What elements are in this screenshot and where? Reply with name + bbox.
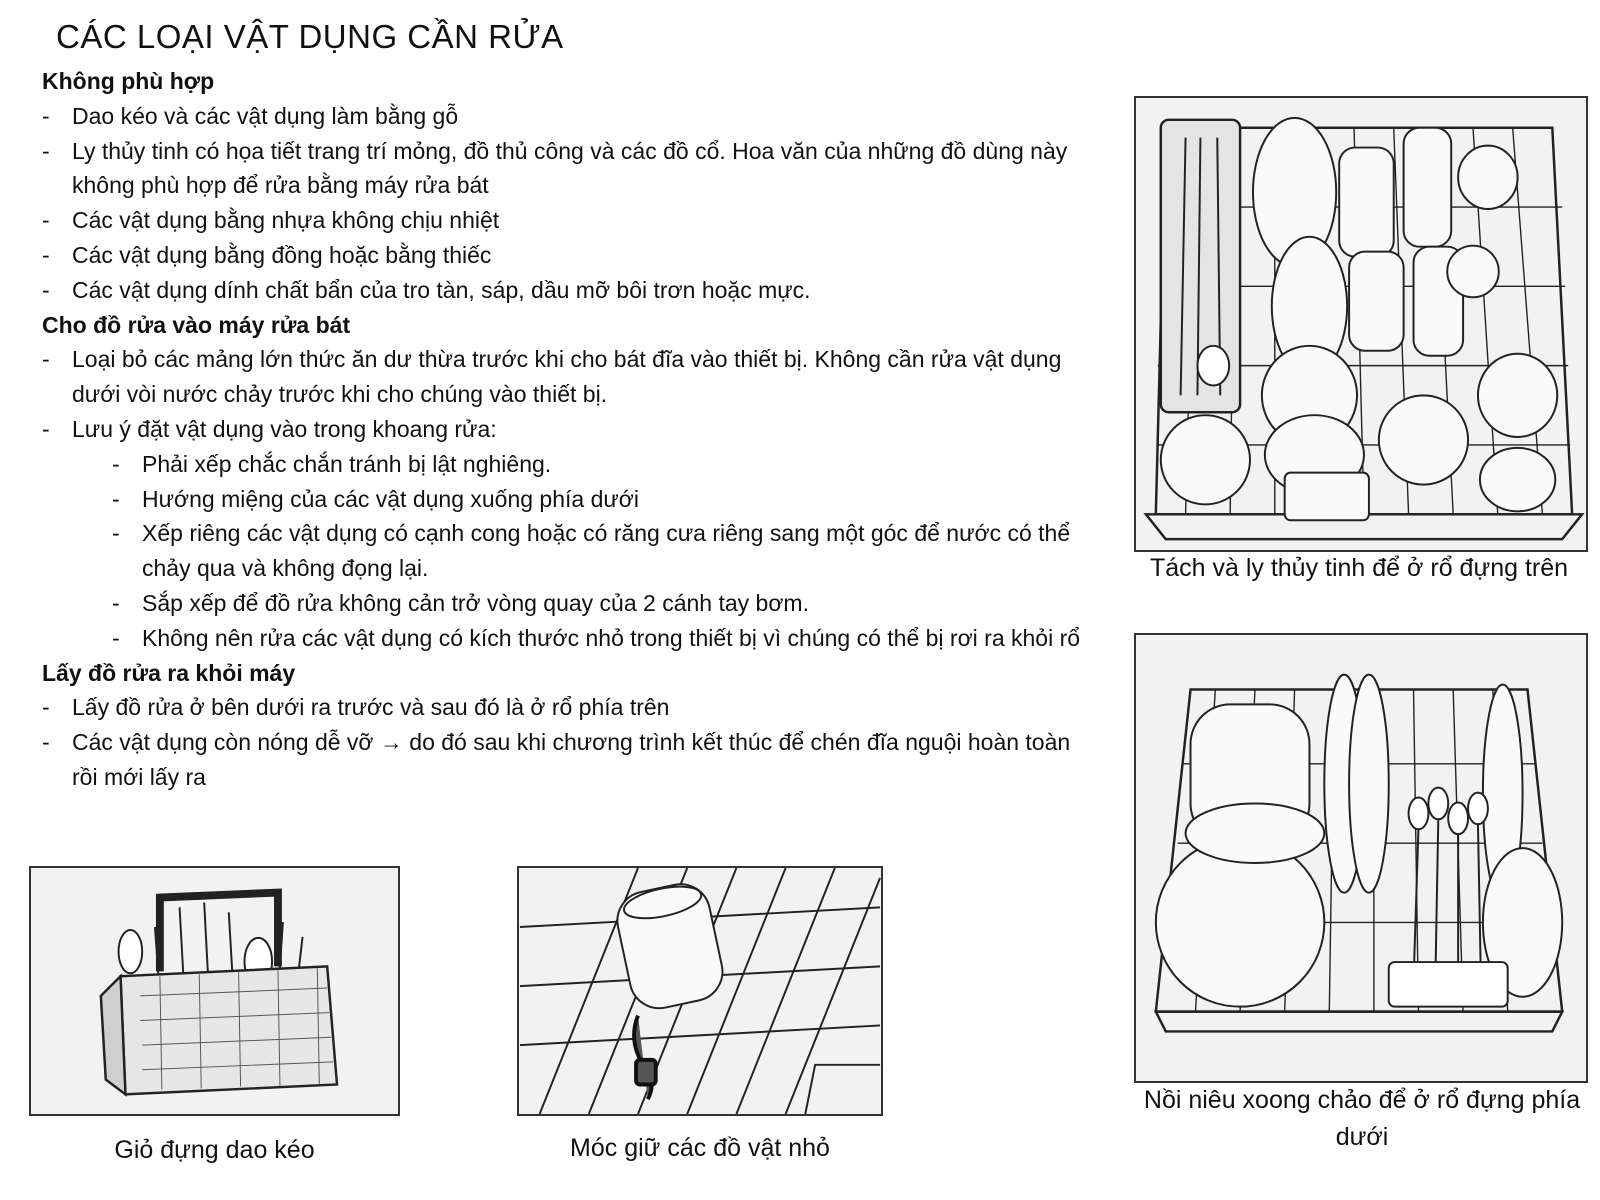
- list-item: - Loại bỏ các mảng lớn thức ăn dư thừa trước khi cho bát đĩa vào thiết bị. Không cần rửa vật dụng dưới vòi nước chảy trước khi cho chúng vào thiết bị.: [42, 346, 1062, 408]
- lower-rack-icon: [1136, 635, 1586, 1081]
- cutlery-basket-illustration: [29, 866, 400, 1116]
- page-title: CÁC LOẠI VẬT DỤNG CẦN RỬA: [56, 18, 564, 55]
- lower-rack-caption: Nồi niêu xoong chảo để ở rổ đựng phía dưới: [1143, 1086, 1581, 1151]
- upper-rack-illustration: [1134, 96, 1588, 552]
- sub-list-item: - Xếp riêng các vật dụng có cạnh cong hoặc có răng cưa riêng sang một góc để nước có thể chảy qua và không đọng lại.: [112, 520, 1071, 582]
- cutlery-basket-caption: Giỏ đựng dao kéo: [114, 1136, 315, 1164]
- list-item: - Các vật dụng còn nóng dễ vỡ → do đó sau khi chương trình kết thúc để chén đĩa nguội hoàn toàn rồi mới lấy ra: [42, 729, 1071, 790]
- section-heading-unsuitable: Không phù hợp: [42, 68, 215, 94]
- sub-list-item: - Hướng miệng của các vật dụng xuống phía dưới: [112, 485, 639, 512]
- section-heading-loading: Cho đồ rửa vào máy rửa bát: [42, 311, 351, 338]
- sub-list-item: - Sắp xếp để đồ rửa không cản trở vòng quay của 2 cánh tay bơm.: [112, 589, 809, 616]
- section-heading-unloading: Lấy đồ rửa ra khỏi máy: [42, 659, 296, 686]
- sub-list-item: - Không nên rửa các vật dụng có kích thước nhỏ trong thiết bị vì chúng có thể bị rơi ra khỏi rổ: [112, 624, 1081, 651]
- list-item: - Các vật dụng bằng nhựa không chịu nhiệt: [42, 207, 500, 234]
- lower-rack-illustration: [1134, 633, 1588, 1083]
- list-item: - Lưu ý đặt vật dụng vào trong khoang rửa:: [42, 415, 497, 442]
- list-item: - Dao kéo và các vật dụng làm bằng gỗ: [42, 102, 459, 129]
- upper-rack-icon: [1136, 98, 1586, 550]
- instructions: [42, 64, 1092, 795]
- sub-list-item: - Phải xếp chắc chắn tránh bị lật nghiêng.: [112, 450, 552, 477]
- small-item-clip-illustration: [517, 866, 883, 1116]
- small-item-clip-icon: [519, 868, 881, 1114]
- small-item-clip-caption: Móc giữ các đồ vật nhỏ: [570, 1134, 830, 1162]
- list-item: - Các vật dụng dính chất bẩn của tro tàn, sáp, dầu mỡ bôi trơn hoặc mực.: [42, 276, 811, 303]
- list-item: - Ly thủy tinh có họa tiết trang trí mỏng, đồ thủ công và các đồ cổ. Hoa văn của những đồ dùng này không phù hợp để rửa bằng máy rửa bát: [42, 137, 1068, 199]
- list-item: - Lấy đồ rửa ở bên dưới ra trước và sau đó là ở rổ phía trên: [42, 694, 670, 721]
- cutlery-basket-icon: [31, 868, 398, 1114]
- list-item: - Các vật dụng bằng đồng hoặc bằng thiếc: [42, 241, 492, 268]
- upper-rack-caption: Tách và ly thủy tinh để ở rổ đựng trên: [1149, 554, 1569, 582]
